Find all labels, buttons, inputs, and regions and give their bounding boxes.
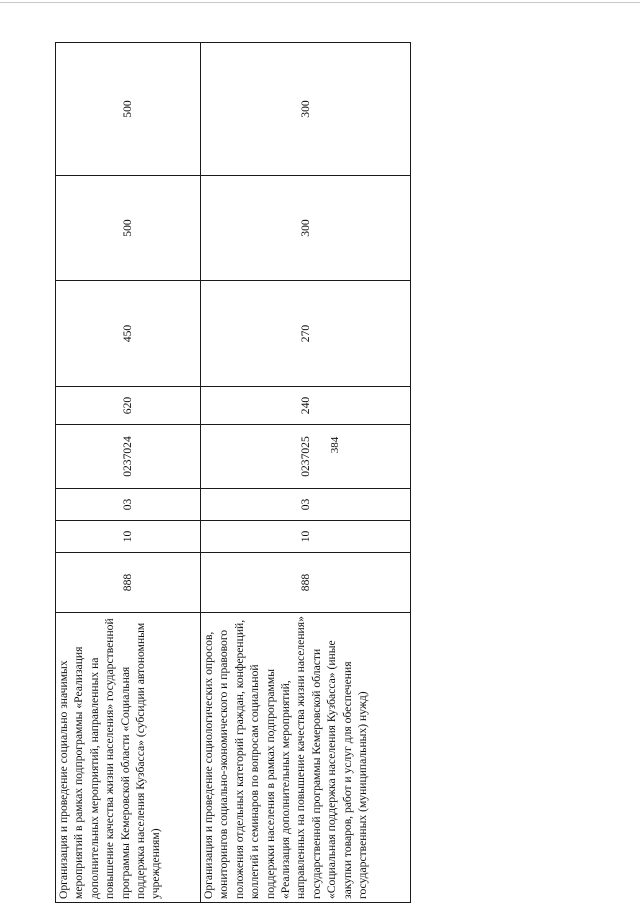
table-row <box>56 43 201 903</box>
row-subsection-code: 03 <box>201 489 411 521</box>
row-ministry-code: 888 <box>56 553 201 613</box>
budget-table <box>55 42 411 903</box>
page-number: 384 <box>329 436 341 454</box>
row-value-1: 270 <box>201 281 411 387</box>
row-value-1: 450 <box>56 281 201 387</box>
budget-table-rotated <box>55 43 410 903</box>
row-description: Организация и проведение социально значимых мероприятий в рамках подпрограммы «Реализация дополнительных мероприятий, направленных на повышение качества жизни населения» государственной программы Кемеровской области «Социальная поддержка населения Кузбасса» (субсидии автономным учреждениям) <box>56 613 201 903</box>
row-section-code: 10 <box>201 521 411 553</box>
row-value-3: 500 <box>56 43 201 176</box>
row-subsection-code: 03 <box>56 489 201 521</box>
top-rule <box>0 2 640 3</box>
row-target-article: 0237025 <box>201 425 411 489</box>
row-expense-type: 240 <box>201 387 411 425</box>
row-ministry-code: 888 <box>201 553 411 613</box>
table-row <box>201 43 411 903</box>
row-value-2: 500 <box>56 176 201 281</box>
row-value-3: 300 <box>201 43 411 176</box>
row-value-2: 300 <box>201 176 411 281</box>
row-target-article: 0237024 <box>56 425 201 489</box>
row-expense-type: 620 <box>56 387 201 425</box>
row-description: Организация и проведение социологических опросов, мониторингов социально-экономического и правового положения отдельных категорий граждан, конференций, коллегий и семинаров по вопросам социальной поддержки населения в рамках подпрограммы «Реализация дополнительных мероприятий, направленных на повышение качества жизни населения» государственной программы Кемеровской области «Социальная поддержка населения Кузбасса» (иные закупки товаров, работ и услуг для обеспечения государственных (муниципальных) нужд) <box>201 613 411 903</box>
row-section-code: 10 <box>56 521 201 553</box>
